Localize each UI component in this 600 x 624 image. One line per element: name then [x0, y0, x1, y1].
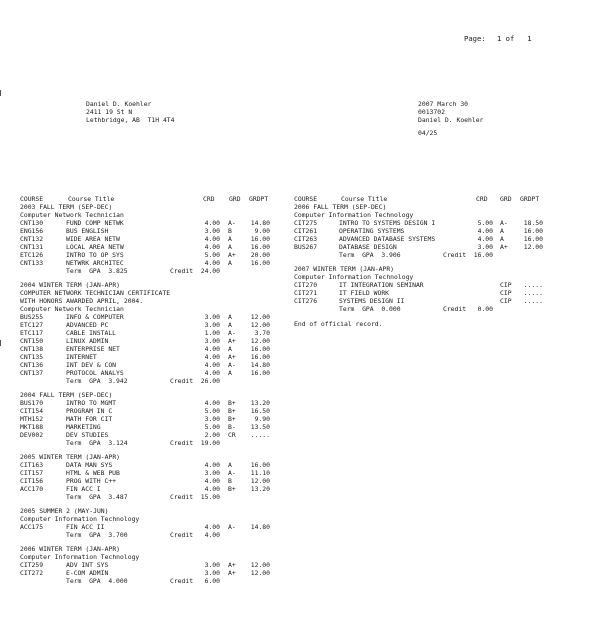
course-title: ENTERPRISE NET: [66, 345, 120, 353]
header-grade: GRD: [229, 195, 241, 203]
course-grade: CIP: [500, 289, 512, 297]
course-credits: 4.00: [204, 219, 220, 227]
course-grade: A-: [228, 329, 236, 337]
header-course-title: Course Title: [68, 195, 115, 203]
course-grade-points: 20.00: [250, 251, 270, 259]
course-title: SYSTEMS DESIGN II: [339, 297, 405, 305]
course-credits: 4.00: [204, 485, 220, 493]
course-credits: 4.00: [204, 361, 220, 369]
course-credits: 3.00: [204, 337, 220, 345]
course-title: INTRO TO MGMT: [66, 399, 117, 407]
course-code: ACC170: [20, 485, 44, 493]
course-grade: A+: [228, 561, 236, 569]
course-grade-points: 3.70: [254, 329, 270, 337]
course-grade: A: [228, 369, 232, 377]
course-credits: 4.00: [477, 227, 493, 235]
course-credits: 5.00: [204, 407, 220, 415]
course-grade: A-: [228, 469, 236, 477]
course-grade-points: 14.80: [250, 219, 270, 227]
term-credit-total: Credit 19.00: [169, 439, 220, 447]
course-code: MTH152: [20, 415, 44, 423]
course-title: IT INTEGRATION SEMINAR: [339, 281, 424, 289]
course-title: BUS ENGLISH: [66, 227, 109, 235]
program-line: Computer Information Technology: [20, 553, 140, 561]
term-credit-total: Credit 16.00: [442, 251, 493, 259]
course-title: ADVANCED PC: [66, 321, 109, 329]
term-credit-total: Credit 4.00: [169, 531, 220, 539]
course-grade-points: 16.00: [523, 235, 543, 243]
course-grade-points: 14.80: [250, 523, 270, 531]
course-title: INT DEV & CON: [66, 361, 117, 369]
header-grade-points: GRDPT: [249, 195, 269, 203]
course-credits: 1.00: [204, 329, 220, 337]
course-grade: A: [228, 321, 232, 329]
course-code: CIT154: [20, 407, 44, 415]
course-code: CIT275: [294, 219, 318, 227]
course-credits: 4.00: [204, 345, 220, 353]
course-grade: A+: [228, 337, 236, 345]
term-heading: 2006 FALL TERM (SEP-DEC): [294, 203, 387, 211]
term-credit-total: Credit 15.00: [169, 493, 220, 501]
course-grade: B+: [228, 399, 236, 407]
course-grade-points: 16.00: [250, 235, 270, 243]
course-code: CNT135: [20, 353, 44, 361]
course-grade: B+: [228, 415, 236, 423]
course-grade-points: 16.00: [250, 369, 270, 377]
end-of-record-note: End of official record.: [294, 320, 383, 328]
course-grade: A: [228, 243, 232, 251]
course-grade: B: [228, 227, 232, 235]
course-credits: 4.00: [204, 259, 220, 267]
term-gpa: Term GPA 0.000: [339, 305, 401, 313]
course-grade: A+: [500, 243, 508, 251]
term-heading: 2004 WINTER TERM (JAN-APR): [20, 281, 121, 289]
course-grade: B+: [228, 485, 236, 493]
course-credits: 3.00: [204, 569, 220, 577]
course-title: INTRO TO SYSTEMS DESIGN I: [339, 219, 436, 227]
header-course: COURSE: [294, 195, 318, 203]
course-grade-points: 16.00: [250, 353, 270, 361]
course-code: CIT261: [294, 227, 318, 235]
term-gpa: Term GPA 4.000: [66, 577, 128, 585]
student-name: Daniel D. Koehler: [86, 100, 152, 108]
term-credit-total: Credit 26.00: [169, 377, 220, 385]
course-title: INTRO TO OP SYS: [66, 251, 124, 259]
course-credits: 4.00: [204, 477, 220, 485]
program-line: COMPUTER NETWORK TECHNICIAN CERTIFICATE: [20, 289, 171, 297]
page-number: 1 of 1: [497, 34, 532, 43]
course-title: DATABASE DESIGN: [339, 243, 397, 251]
course-title: PROTOCOL ANALYS: [66, 369, 124, 377]
course-credits: 4.00: [204, 243, 220, 251]
term-credit-total: Credit 6.00: [169, 577, 220, 585]
course-grade-points: 12.00: [250, 313, 270, 321]
course-grade-points: 18.50: [523, 219, 543, 227]
course-code: CNT130: [20, 219, 44, 227]
course-credits: 4.00: [477, 235, 493, 243]
course-grade-points: 12.00: [250, 477, 270, 485]
term-gpa: Term GPA 3.700: [66, 531, 128, 539]
course-credits: 4.00: [204, 461, 220, 469]
course-credits: 5.00: [204, 251, 220, 259]
course-grade-points: 16.00: [250, 259, 270, 267]
term-heading: 2007 WINTER TERM (JAN-APR): [294, 265, 395, 273]
term-gpa: Term GPA 3.487: [66, 493, 128, 501]
course-title: INFO & COMPUTER: [66, 313, 124, 321]
course-grade-points: 12.00: [250, 561, 270, 569]
term-heading: 2005 SUMMER 2 (MAY-JUN): [20, 507, 109, 515]
course-credits: 2.00: [204, 431, 220, 439]
course-code: CIT270: [294, 281, 318, 289]
course-title: MARKETING: [66, 423, 101, 431]
course-title: CABLE INSTALL: [66, 329, 117, 337]
program-line: Computer Network Technician: [20, 305, 124, 313]
course-grade-points: 9.90: [254, 415, 270, 423]
course-credits: 4.00: [204, 399, 220, 407]
course-grade-points: 16.00: [250, 345, 270, 353]
course-grade: A: [500, 227, 504, 235]
course-title: LINUX ADMIN: [66, 337, 109, 345]
course-code: CNT131: [20, 243, 44, 251]
course-credits: 3.00: [204, 321, 220, 329]
header-credits: CRD: [203, 195, 215, 203]
course-grade: CR: [228, 431, 236, 439]
course-grade: A+: [228, 353, 236, 361]
course-code: ENG156: [20, 227, 44, 235]
page-reference: 04/25: [418, 129, 438, 137]
course-code: CIT271: [294, 289, 318, 297]
course-grade: A+: [228, 569, 236, 577]
term-gpa: Term GPA 3.124: [66, 439, 128, 447]
course-grade-points: .....: [523, 281, 543, 289]
course-credits: 5.00: [204, 423, 220, 431]
course-grade: CIP: [500, 297, 512, 305]
course-title: ADVANCED DATABASE SYSTEMS: [339, 235, 436, 243]
course-grade-points: 16.00: [523, 227, 543, 235]
term-heading: 2006 WINTER TERM (JAN-APR): [20, 545, 121, 553]
course-title: FUND COMP NETWK: [66, 219, 124, 227]
student-id: 0013702: [418, 108, 445, 116]
scan-edge-mark: [0, 340, 1, 346]
student-address-line2: Lethbridge, AB T1H 4T4: [86, 116, 175, 124]
course-code: CIT156: [20, 477, 44, 485]
course-code: ACC175: [20, 523, 44, 531]
course-code: CNT137: [20, 369, 44, 377]
course-grade: A-: [228, 219, 236, 227]
term-gpa: Term GPA 3.825: [66, 267, 128, 275]
course-code: CNT136: [20, 361, 44, 369]
course-title: WIDE AREA NETW: [66, 235, 120, 243]
course-title: FIN ACC II: [66, 523, 105, 531]
course-code: CNT133: [20, 259, 44, 267]
course-grade: A-: [228, 361, 236, 369]
course-grade: A: [228, 235, 232, 243]
course-credits: 4.00: [204, 369, 220, 377]
course-grade: A: [228, 461, 232, 469]
header-grade-points: GRDPT: [520, 195, 540, 203]
term-heading: 2004 FALL TERM (SEP-DEC): [20, 391, 113, 399]
header-course: COURSE: [20, 195, 44, 203]
course-grade-points: 13.20: [250, 485, 270, 493]
course-credits: 3.00: [204, 227, 220, 235]
course-grade-points: 12.00: [250, 569, 270, 577]
student-address-line1: 2411 19 St N: [86, 108, 133, 116]
program-line: Computer Information Technology: [294, 273, 414, 281]
course-title: OPERATING SYSTEMS: [339, 227, 405, 235]
course-grade: B-: [228, 423, 236, 431]
course-grade: A: [500, 235, 504, 243]
recipient-name: Daniel D. Koehler: [418, 116, 484, 124]
course-grade: A: [228, 345, 232, 353]
course-title: DATA MAN SYS: [66, 461, 113, 469]
course-grade: B: [228, 477, 232, 485]
course-grade-points: 13.20: [250, 399, 270, 407]
term-heading: 2003 FALL TERM (SEP-DEC): [20, 203, 113, 211]
course-grade: CIP: [500, 281, 512, 289]
course-code: ETC126: [20, 251, 44, 259]
course-credits: 3.00: [477, 243, 493, 251]
term-gpa: Term GPA 3.906: [339, 251, 401, 259]
course-title: ADV INT SYS: [66, 561, 109, 569]
course-code: CIT263: [294, 235, 318, 243]
course-code: CNT150: [20, 337, 44, 345]
course-title: DEV STUDIES: [66, 431, 109, 439]
course-title: PROGRAM IN C: [66, 407, 113, 415]
header-course-title: Course Title: [341, 195, 388, 203]
course-grade-points: 9.00: [254, 227, 270, 235]
course-title: IT FIELD WORK: [339, 289, 390, 297]
course-grade: A-: [500, 219, 508, 227]
term-credit-total: Credit 24.00: [169, 267, 220, 275]
course-title: E-COM ADMIN: [66, 569, 109, 577]
course-grade-points: 16.50: [250, 407, 270, 415]
issue-date: 2007 March 30: [418, 100, 469, 108]
course-code: BUS170: [20, 399, 44, 407]
course-grade-points: .....: [523, 297, 543, 305]
course-grade-points: 12.00: [250, 337, 270, 345]
course-title: LOCAL AREA NETW: [66, 243, 124, 251]
course-code: CIT163: [20, 461, 44, 469]
header-credits: CRD: [476, 195, 488, 203]
course-grade-points: 16.00: [250, 243, 270, 251]
course-credits: 5.00: [477, 219, 493, 227]
course-title: FIN ACC I: [66, 485, 101, 493]
course-code: CIT276: [294, 297, 318, 305]
course-credits: 4.00: [204, 235, 220, 243]
header-grade: GRD: [500, 195, 512, 203]
course-grade: B+: [228, 407, 236, 415]
course-grade: A: [228, 259, 232, 267]
course-credits: 3.00: [204, 469, 220, 477]
course-title: PROG WITH C++: [66, 477, 117, 485]
course-code: CNT138: [20, 345, 44, 353]
course-title: MATH FOR CIT: [66, 415, 113, 423]
course-title: HTML & WEB PUB: [66, 469, 120, 477]
course-credits: 4.00: [204, 523, 220, 531]
course-code: CNT132: [20, 235, 44, 243]
course-code: ETC127: [20, 321, 44, 329]
course-grade-points: .....: [250, 431, 270, 439]
course-code: DEV002: [20, 431, 44, 439]
course-grade-points: .....: [523, 289, 543, 297]
course-grade-points: 12.00: [250, 321, 270, 329]
course-code: ETC117: [20, 329, 44, 337]
course-grade: A+: [228, 251, 236, 259]
term-gpa: Term GPA 3.942: [66, 377, 128, 385]
course-code: MKT188: [20, 423, 44, 431]
course-grade-points: 13.50: [250, 423, 270, 431]
course-grade: A-: [228, 523, 236, 531]
course-grade-points: 14.80: [250, 361, 270, 369]
program-line: Computer Information Technology: [294, 211, 414, 219]
program-line: Computer Information Technology: [20, 515, 140, 523]
course-code: BUS255: [20, 313, 44, 321]
course-credits: 3.00: [204, 561, 220, 569]
course-grade: A: [228, 313, 232, 321]
course-grade-points: 11.10: [250, 469, 270, 477]
course-code: CIT157: [20, 469, 44, 477]
course-title: NETWRK ARCHITEC: [66, 259, 124, 267]
course-credits: 3.00: [204, 415, 220, 423]
scan-edge-mark: [0, 90, 1, 96]
course-grade-points: 16.00: [250, 461, 270, 469]
program-line: Computer Network Technician: [20, 211, 124, 219]
course-code: CIT259: [20, 561, 44, 569]
course-code: CIT272: [20, 569, 44, 577]
course-credits: 4.00: [204, 353, 220, 361]
term-credit-total: Credit 0.00: [442, 305, 493, 313]
course-grade-points: 12.00: [523, 243, 543, 251]
course-title: INTERNET: [66, 353, 97, 361]
term-heading: 2005 WINTER TERM (JAN-APR): [20, 453, 121, 461]
course-credits: 3.00: [204, 313, 220, 321]
program-line: WITH HONORS AWARDED APRIL, 2004.: [20, 297, 144, 305]
page-label: Page:: [464, 34, 486, 43]
course-code: BUS267: [294, 243, 318, 251]
